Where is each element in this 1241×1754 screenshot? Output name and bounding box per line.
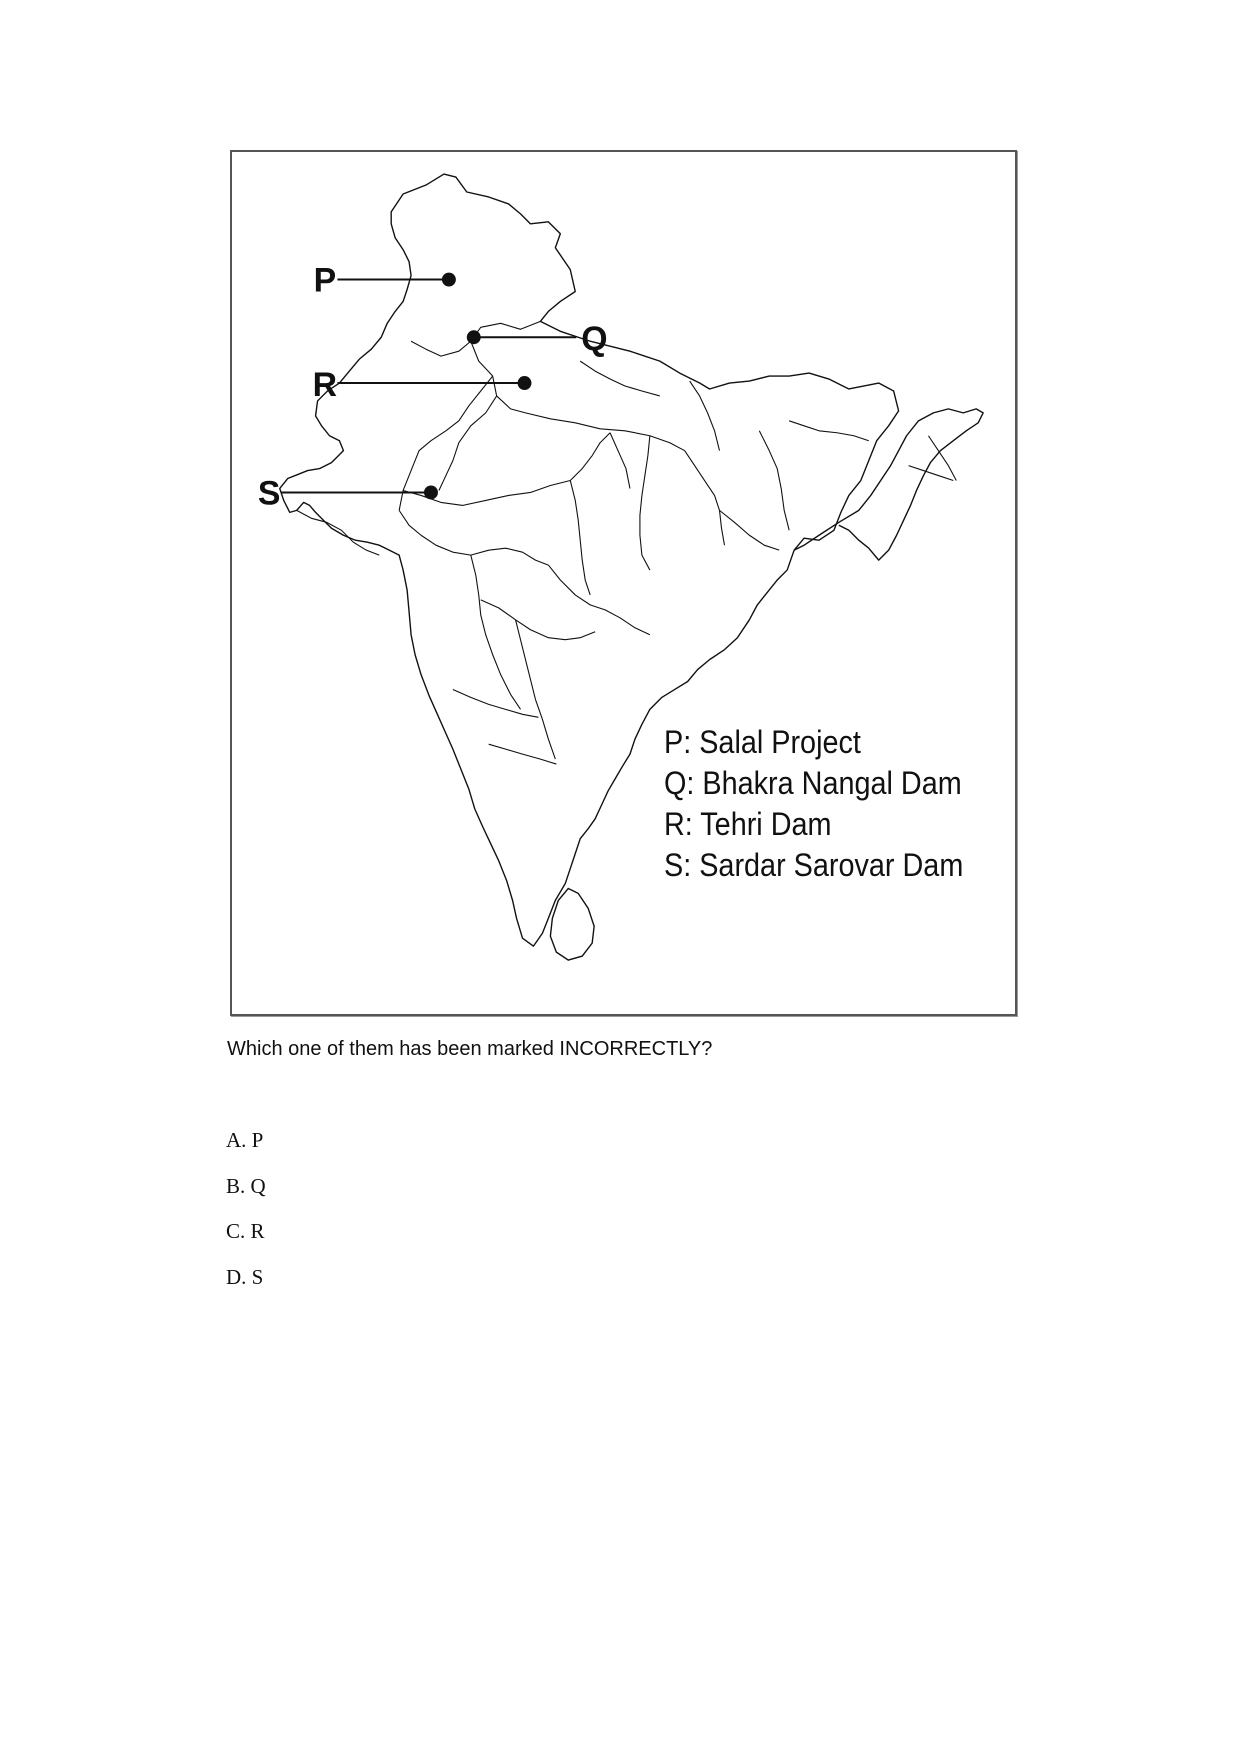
marker-p-label: P — [313, 261, 337, 300]
legend-item-r: R: Tehri Dam — [664, 806, 832, 842]
marker-s — [258, 474, 438, 512]
option-a[interactable]: A. P — [226, 1128, 264, 1152]
map-legend — [664, 722, 963, 886]
legend-item-p: P: Salal Project — [664, 724, 861, 760]
answer-options — [226, 1128, 266, 1310]
legend-item-s: S: Sardar Sarovar Dam — [664, 847, 964, 883]
option-d[interactable]: D. S — [226, 1264, 264, 1289]
marker-s-label: S — [257, 474, 281, 513]
map-figure — [230, 150, 1017, 1016]
option-b[interactable]: B. Q — [226, 1173, 266, 1198]
marker-r-label: R — [312, 365, 338, 404]
option-c[interactable]: C. R — [226, 1219, 265, 1243]
question-text: Which one of them has been marked INCORRECTLY? — [227, 1038, 713, 1060]
sri-lanka-outline — [550, 888, 594, 960]
state-boundaries — [399, 321, 956, 764]
legend-item-q: Q: Bhakra Nangal Dam — [664, 765, 962, 801]
marker-q-label: Q — [581, 320, 608, 359]
marker-p — [314, 261, 456, 299]
